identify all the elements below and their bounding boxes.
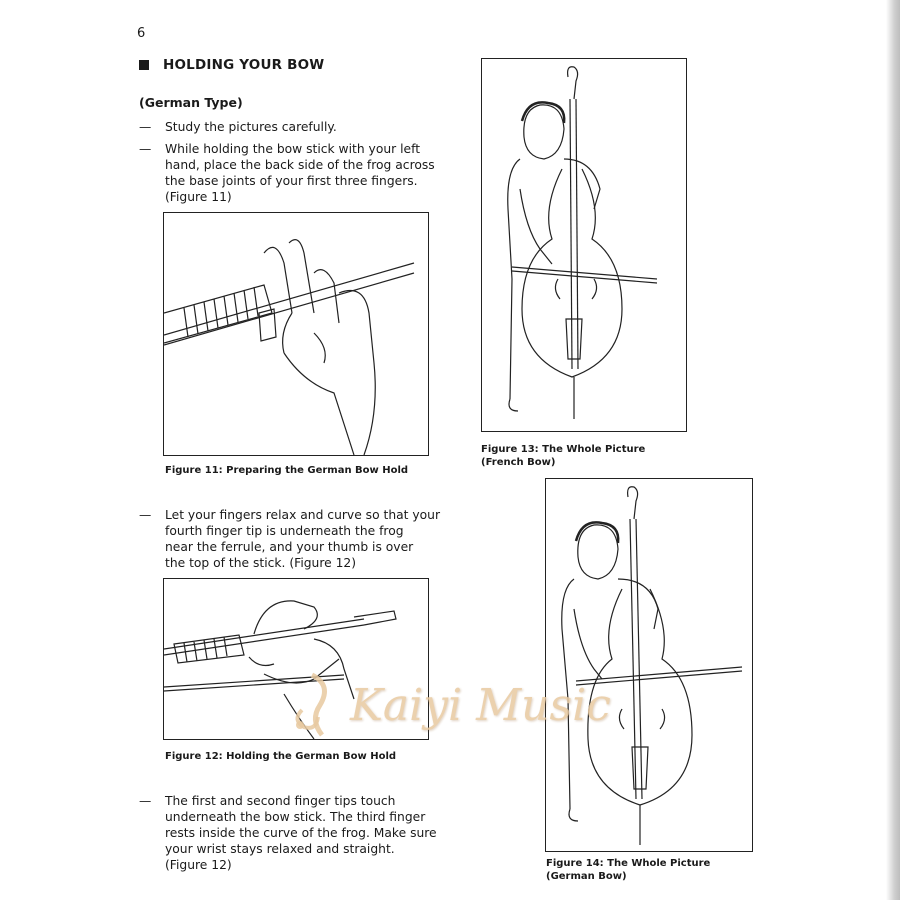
figure-14-caption-line2: (German Bow) xyxy=(546,871,627,882)
dash-bullet: — xyxy=(139,794,152,808)
instruction-text: Let your fingers relax and curve so that your fourth finger tip is underneath the frog near the ferrule, and your thumb is over the top of the stick. (Figure 12) xyxy=(165,508,441,570)
dash-bullet: — xyxy=(139,142,152,156)
figure-11-illustration xyxy=(163,212,429,456)
subheading: (German Type) xyxy=(139,95,243,110)
section-title-text: HOLDING YOUR BOW xyxy=(163,57,325,73)
dash-bullet: — xyxy=(139,120,152,134)
figure-12-caption: Figure 12: Holding the German Bow Hold xyxy=(165,751,397,762)
instruction-item xyxy=(139,793,449,873)
instruction-item xyxy=(139,507,449,571)
square-bullet-icon xyxy=(139,60,149,70)
page-edge-shadow xyxy=(886,0,900,900)
figure-13-illustration xyxy=(481,58,687,432)
page-number: 6 xyxy=(137,26,146,41)
figure-11-caption: Figure 11: Preparing the German Bow Hold xyxy=(165,465,409,476)
figure-13-caption-line2: (French Bow) xyxy=(481,457,556,468)
figure-14-illustration xyxy=(545,478,753,852)
instruction-text: The first and second finger tips touch underneath the bow stick. The third finger rests inside the curve of the frog. Make sure your wrist stays relaxed and straight. (Figure 12) xyxy=(165,794,437,872)
instruction-item xyxy=(139,141,439,205)
dash-bullet: — xyxy=(139,508,152,522)
figure-14-caption-line1: Figure 14: The Whole Picture xyxy=(546,858,711,869)
instruction-item xyxy=(139,119,439,135)
section-title xyxy=(139,57,324,73)
figure-14-caption xyxy=(546,857,710,883)
figure-13-caption xyxy=(481,443,645,469)
instruction-text: Study the pictures carefully. xyxy=(165,120,337,134)
instruction-text: While holding the bow stick with your left hand, place the back side of the frog across the base joints of your first three fingers. (Figure 11) xyxy=(165,142,435,204)
watermark-text: Kaiyi Music xyxy=(350,679,611,731)
figure-13-caption-line1: Figure 13: The Whole Picture xyxy=(481,444,646,455)
figure-12-illustration xyxy=(163,578,429,740)
